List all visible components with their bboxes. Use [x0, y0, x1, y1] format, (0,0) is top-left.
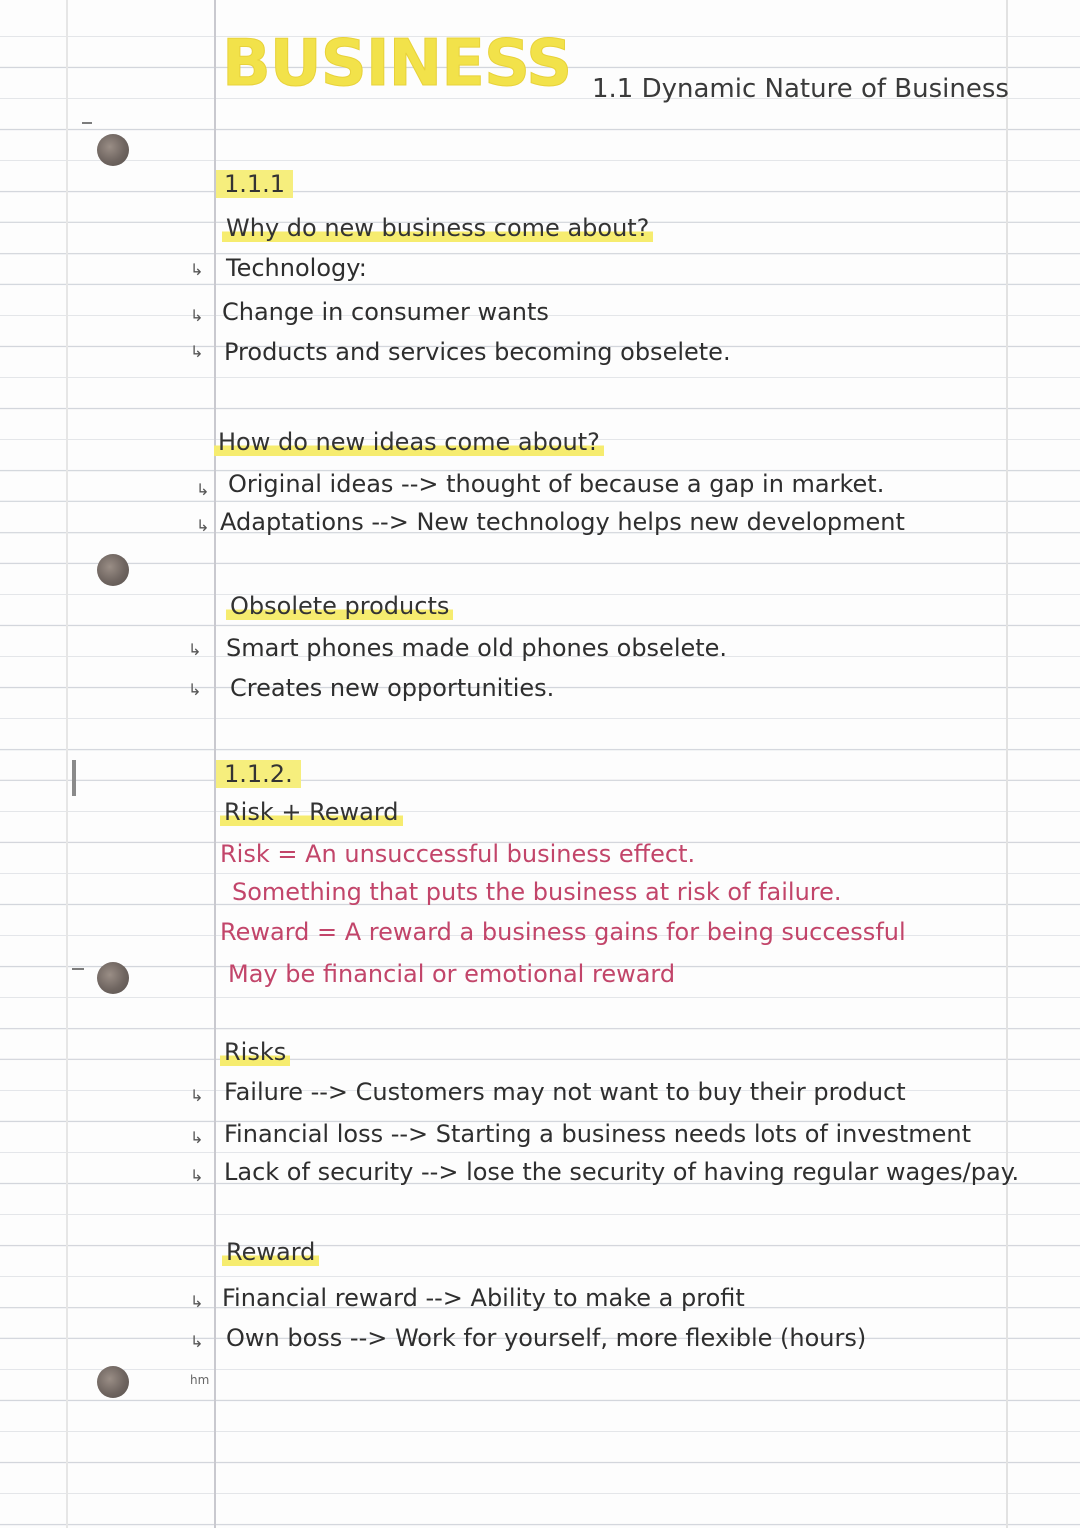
- section-number-text: 1.1.2.: [216, 760, 301, 788]
- list-item: Own boss --> Work for yourself, more flexible (hours): [226, 1324, 867, 1352]
- risks-heading-text: Risks: [220, 1038, 290, 1066]
- paper-right-edge: [1006, 0, 1008, 1528]
- bullet-arrow-icon: ↳: [188, 640, 202, 659]
- page-title: BUSINESS: [222, 27, 572, 101]
- bullet-arrow-icon: ↳: [190, 260, 204, 279]
- binder-hole: [97, 134, 129, 166]
- reward-heading: [222, 1240, 319, 1264]
- list-item: Smart phones made old phones obselete.: [226, 634, 728, 662]
- question-heading: [214, 430, 604, 454]
- question-text: Obsolete products: [226, 592, 453, 620]
- list-item: Lack of security --> lose the security of having regular wages/pay.: [224, 1158, 1020, 1186]
- definition-line: May be financial or emotional reward: [228, 960, 676, 988]
- risks-heading: [220, 1040, 290, 1064]
- reward-heading-text: Reward: [222, 1238, 319, 1266]
- section-heading: [220, 800, 403, 824]
- list-item: Financial loss --> Starting a business needs lots of investment: [224, 1120, 971, 1148]
- margin-tick: [82, 122, 92, 124]
- bullet-arrow-icon: ↳: [190, 306, 204, 325]
- binder-hole: [97, 1366, 129, 1398]
- bullet-arrow-icon: ↳: [190, 1166, 204, 1185]
- list-item: Failure --> Customers may not want to buy their product: [224, 1078, 906, 1106]
- bullet-arrow-icon: ↳: [190, 342, 204, 361]
- section-heading-text: Risk + Reward: [220, 798, 403, 826]
- question-text: How do new ideas come about?: [214, 428, 604, 456]
- bullet-arrow-icon: ↳: [196, 516, 210, 535]
- definition-line: Risk = An unsuccessful business effect.: [220, 840, 696, 868]
- section-number: [216, 172, 293, 196]
- section-number: [216, 762, 301, 786]
- bullet-arrow-icon: ↳: [196, 480, 210, 499]
- bullet-arrow-icon: ↳: [190, 1128, 204, 1147]
- list-item: Creates new opportunities.: [230, 674, 555, 702]
- margin-scribble: hm: [190, 1373, 210, 1387]
- definition-line: Reward = A reward a business gains for being successful: [220, 918, 906, 946]
- list-item: Original ideas --> thought of because a gap in market.: [228, 470, 885, 498]
- definition-line: Something that puts the business at risk of failure.: [232, 878, 842, 906]
- list-item: Adaptations --> New technology helps new development: [220, 508, 905, 536]
- margin-tick: [72, 968, 84, 970]
- question-heading: [226, 594, 453, 618]
- binder-hole: [97, 962, 129, 994]
- list-item: Financial reward --> Ability to make a profit: [222, 1284, 745, 1312]
- question-heading: [222, 216, 653, 240]
- question-text: Why do new business come about?: [222, 214, 653, 242]
- bullet-arrow-icon: ↳: [190, 1332, 204, 1351]
- page-subtitle: 1.1 Dynamic Nature of Business: [592, 74, 1009, 104]
- binder-hole: [97, 554, 129, 586]
- margin-tick: [72, 760, 76, 796]
- bullet-arrow-icon: ↳: [190, 1292, 204, 1311]
- bullet-arrow-icon: ↳: [190, 1086, 204, 1105]
- paper-left-edge: [66, 0, 68, 1528]
- list-item: Technology:: [226, 254, 367, 282]
- list-item: Change in consumer wants: [222, 298, 549, 326]
- section-number-text: 1.1.1: [216, 170, 293, 198]
- list-item: Products and services becoming obselete.: [224, 338, 731, 366]
- bullet-arrow-icon: ↳: [188, 680, 202, 699]
